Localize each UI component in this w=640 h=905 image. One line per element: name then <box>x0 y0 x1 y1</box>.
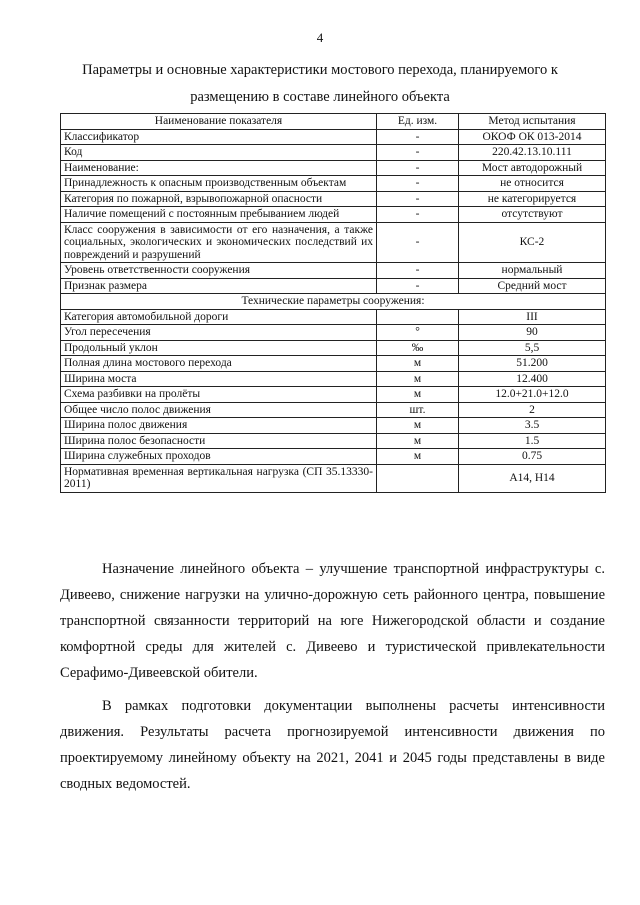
parameter-value: Средний мост <box>459 278 606 294</box>
parameter-value: 5,5 <box>459 340 606 356</box>
table-row <box>61 402 606 418</box>
parameter-unit: шт. <box>377 402 459 418</box>
parameter-name: Признак размера <box>61 278 377 294</box>
parameter-name: Ширина полос безопасности <box>61 433 377 449</box>
parameter-name: Уровень ответственности сооружения <box>61 263 377 279</box>
table-body <box>61 129 606 492</box>
parameter-name: Угол пересечения <box>61 325 377 341</box>
parameters-table <box>60 113 606 493</box>
parameter-name: Полная длина мостового перехода <box>61 356 377 372</box>
parameter-name: Ширина полос движения <box>61 418 377 434</box>
table-row <box>61 176 606 192</box>
parameter-value: 0.75 <box>459 449 606 465</box>
parameter-name: Принадлежность к опасным производственным объектам <box>61 176 377 192</box>
parameter-value: ОКОФ ОК 013-2014 <box>459 129 606 145</box>
table-row <box>61 309 606 325</box>
column-header-method: Метод испытания <box>459 114 606 130</box>
parameter-value: не категорируется <box>459 191 606 207</box>
parameter-value: 2 <box>459 402 606 418</box>
column-header-name: Наименование показателя <box>61 114 377 130</box>
parameter-unit: - <box>377 129 459 145</box>
parameter-value: III <box>459 309 606 325</box>
section-title: Технические параметры сооружения: <box>61 294 606 310</box>
parameter-name: Код <box>61 145 377 161</box>
table-row <box>61 433 606 449</box>
parameter-value: 90 <box>459 325 606 341</box>
parameter-unit: м <box>377 387 459 403</box>
parameter-unit: - <box>377 160 459 176</box>
document-title: Параметры и основные характеристики мостового перехода, планируемого к размещению в составе линейного объекта <box>82 62 558 105</box>
table-row <box>61 207 606 223</box>
parameter-unit <box>377 309 459 325</box>
parameter-unit: м <box>377 433 459 449</box>
parameter-value: 51.200 <box>459 356 606 372</box>
parameter-name: Продольный уклон <box>61 340 377 356</box>
table-row <box>61 145 606 161</box>
parameter-unit: м <box>377 371 459 387</box>
parameter-name: Категория автомобильной дороги <box>61 309 377 325</box>
table-row <box>61 191 606 207</box>
table-row <box>61 278 606 294</box>
parameter-unit: - <box>377 191 459 207</box>
section-row <box>61 294 606 310</box>
parameter-unit: - <box>377 145 459 161</box>
parameter-unit: - <box>377 278 459 294</box>
parameter-unit: м <box>377 449 459 465</box>
table-row <box>61 387 606 403</box>
parameter-unit <box>377 464 459 492</box>
table-row <box>61 418 606 434</box>
parameter-name: Наличие помещений с постоянным пребыванием людей <box>61 207 377 223</box>
table-row <box>61 222 606 263</box>
column-header-unit: Ед. изм. <box>377 114 459 130</box>
parameter-value: КС-2 <box>459 222 606 263</box>
table-row <box>61 449 606 465</box>
parameter-value: 12.400 <box>459 371 606 387</box>
table-header-row <box>61 114 606 130</box>
paragraph-purpose: Назначение линейного объекта – улучшение транспортной инфраструктуры с. Дивеево, снижение нагрузки на улично-дорожную сеть районного центра, повышение транспортной связанности территорий на юге Нижегородской области и создание комфортной среды для жителей с. Дивеево и туристической привлекательности Серафимо-Дивеевской обители. <box>60 560 605 681</box>
parameter-value: 1.5 <box>459 433 606 449</box>
table-row <box>61 325 606 341</box>
parameter-value: отсутствуют <box>459 207 606 223</box>
parameter-value: 220.42.13.10.111 <box>459 145 606 161</box>
parameter-name: Категория по пожарной, взрывопожарной опасности <box>61 191 377 207</box>
table-row <box>61 371 606 387</box>
parameter-name: Класс сооружения в зависимости от его назначения, а также социальных, экологических и экономических последствий их повреждений и разрушений <box>61 222 377 263</box>
parameter-value: 12.0+21.0+12.0 <box>459 387 606 403</box>
page-number: 4 <box>316 30 324 45</box>
parameter-unit: - <box>377 263 459 279</box>
parameter-unit: м <box>377 356 459 372</box>
table-row <box>61 340 606 356</box>
parameter-name: Схема разбивки на пролёты <box>61 387 377 403</box>
paragraph-calculations: В рамках подготовки документации выполнены расчеты интенсивности движения. Результаты расчета прогнозируемой интенсивности движения по проектируемому линейному объекту на 2021, 2041 и 2045 годы представлены в виде сводных ведомостей. <box>60 697 605 792</box>
parameter-value: Мост автодорожный <box>459 160 606 176</box>
parameter-value: не относится <box>459 176 606 192</box>
table-row <box>61 464 606 492</box>
parameter-name: Ширина моста <box>61 371 377 387</box>
parameter-value: нормальный <box>459 263 606 279</box>
parameter-name: Классификатор <box>61 129 377 145</box>
table-row <box>61 160 606 176</box>
parameter-name: Наименование: <box>61 160 377 176</box>
parameter-name: Нормативная временная вертикальная нагрузка (СП 35.13330-2011) <box>61 464 377 492</box>
table-row <box>61 356 606 372</box>
parameter-unit: - <box>377 176 459 192</box>
parameter-unit: - <box>377 207 459 223</box>
parameter-value: 3.5 <box>459 418 606 434</box>
parameter-unit: - <box>377 222 459 263</box>
parameter-unit: м <box>377 418 459 434</box>
parameter-value: А14, Н14 <box>459 464 606 492</box>
table-row <box>61 129 606 145</box>
parameter-name: Общее число полос движения <box>61 402 377 418</box>
parameter-unit: ‰ <box>377 340 459 356</box>
table-row <box>61 263 606 279</box>
parameter-unit: ° <box>377 325 459 341</box>
parameter-name: Ширина служебных проходов <box>61 449 377 465</box>
